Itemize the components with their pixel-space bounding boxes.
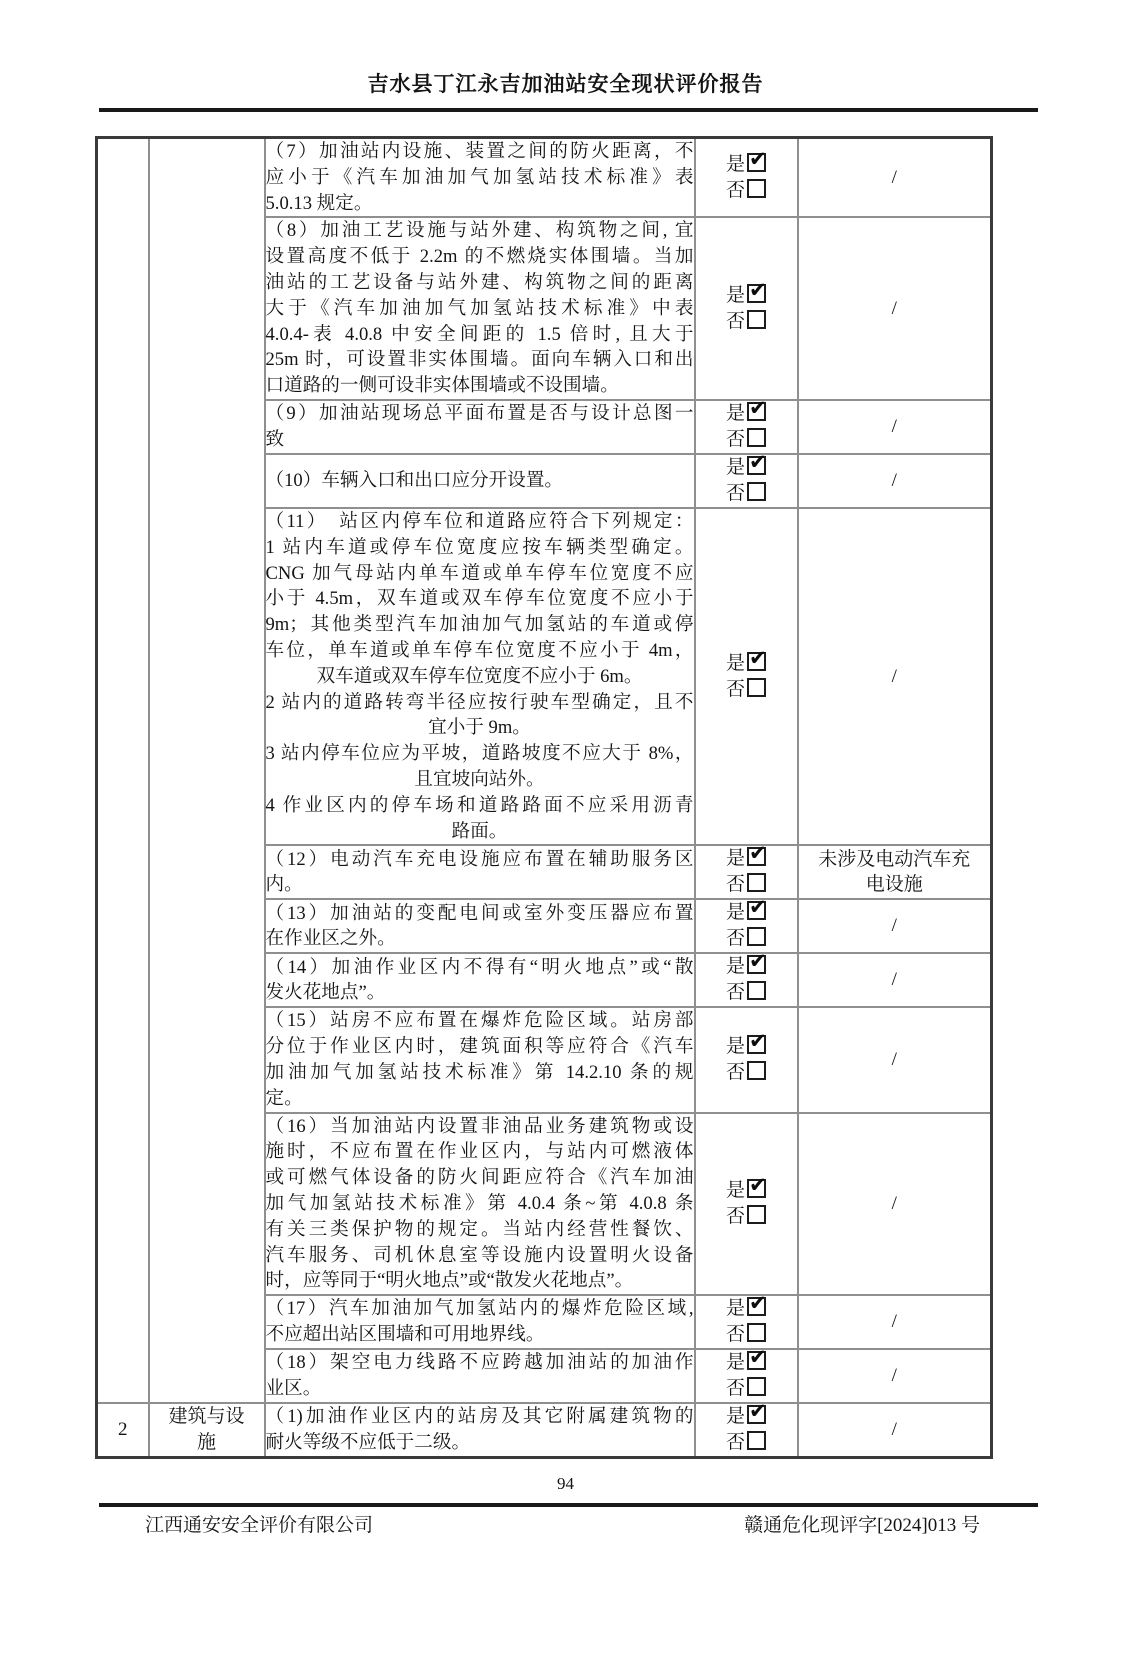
- yes-option: [696, 1034, 797, 1060]
- item-text-line: 定。: [265, 1087, 303, 1109]
- item-text-line: 且宜坡向站外。: [414, 768, 545, 790]
- yes-label: 是: [725, 1406, 745, 1428]
- no-label: 否: [725, 179, 745, 201]
- yes-no-cell: [695, 845, 798, 899]
- no-checkbox: [747, 482, 766, 501]
- yes-label: 是: [725, 848, 745, 870]
- item-text-line: （13）加油站的变配电间或室外变压器应布置: [265, 902, 694, 924]
- item-text-cell: [265, 845, 695, 899]
- item-text-line: 双车道或双车停车位宽度不应小于 6m。: [316, 665, 643, 687]
- remark-cell: [798, 217, 992, 400]
- no-label: 否: [725, 1378, 745, 1400]
- page-number: 94: [557, 1474, 574, 1494]
- yes-no-cell: [695, 217, 798, 400]
- no-checkbox: [747, 927, 766, 946]
- no-option: [696, 1376, 797, 1402]
- no-label: 否: [725, 982, 745, 1004]
- remark-line: /: [891, 416, 897, 438]
- item-text-line: 发火花地点”。: [265, 982, 386, 1004]
- item-text-line: CNG 加气母站内单车道或单车停车位宽度不应: [265, 562, 694, 584]
- remark-line: /: [891, 969, 897, 991]
- item-text-line: 大于《汽车加油加气加氢站技术标准》中表: [265, 297, 694, 319]
- footer-company: 江西通安安全评价有限公司: [145, 1515, 374, 1537]
- no-checkbox: [747, 981, 766, 1000]
- category-label: 建筑与设施: [168, 1406, 245, 1454]
- footer-doc-number: 赣通危化现评字[2024]013 号: [744, 1515, 980, 1537]
- yes-label: 是: [725, 652, 745, 674]
- item-text-cell: [265, 953, 695, 1007]
- item-text-line: 耐火等级不应低于二级。: [265, 1432, 471, 1454]
- no-checkbox: [747, 1377, 766, 1396]
- item-text-cell: [265, 454, 695, 508]
- yes-label: 是: [725, 902, 745, 924]
- no-checkbox: [747, 1061, 766, 1080]
- no-option: [696, 872, 797, 898]
- remark-line: 电设施: [865, 874, 923, 896]
- remark-line: /: [891, 915, 897, 937]
- remark-line: /: [891, 1365, 897, 1387]
- table-body: [97, 138, 992, 1458]
- yes-label: 是: [725, 1352, 745, 1374]
- item-text-line: 油站的工艺设备与站外建、构筑物之间的距离: [265, 271, 694, 293]
- yes-label: 是: [725, 1179, 745, 1201]
- remark-cell: [798, 508, 992, 845]
- yes-no-cell: [695, 454, 798, 508]
- item-text-line: （12）电动汽车充电设施应布置在辅助服务区: [265, 848, 694, 870]
- item-text-line: 宜小于 9m。: [428, 717, 531, 739]
- remark-cell: [798, 1007, 992, 1112]
- no-label: 否: [725, 1061, 745, 1083]
- item-text-cell: [265, 1349, 695, 1403]
- yes-no-cell: [695, 400, 798, 454]
- yes-checkbox-checked: [747, 1405, 766, 1424]
- item-text-line: 车位，单车道或单车停车位宽度不应小于 4m，: [265, 639, 694, 661]
- item-text-line: 小于 4.5m，双车道或双车停车位宽度不应小于: [265, 588, 694, 610]
- item-text-cell: [265, 508, 695, 845]
- no-label: 否: [725, 310, 745, 332]
- no-checkbox: [747, 678, 766, 697]
- remark-cell: [798, 1113, 992, 1296]
- yes-no-cell: [695, 953, 798, 1007]
- checklist-table: [95, 136, 993, 1459]
- item-text-line: 1 站内车道或停车位宽度应按车辆类型确定。: [265, 536, 694, 558]
- item-text-line: 在作业区之外。: [265, 928, 396, 950]
- remark-line: /: [891, 1419, 897, 1441]
- item-text-line: 有关三类保护物的规定。当站内经营性餐饮、: [265, 1218, 694, 1240]
- item-text-line: （16）当加油站内设置非油品业务建筑物或设: [265, 1115, 694, 1137]
- item-text-line: 3 站内停车位应为平坡，道路坡度不应大于 8%，: [265, 743, 694, 765]
- yes-option: [696, 651, 797, 677]
- remark-cell: [798, 953, 992, 1007]
- no-option: [696, 178, 797, 204]
- item-text-cell: [265, 400, 695, 454]
- remark-line: /: [891, 166, 897, 188]
- item-text-line: （18）架空电力线路不应跨越加油站的加油作: [265, 1352, 694, 1374]
- no-option: [696, 1322, 797, 1348]
- yes-checkbox-checked: [747, 901, 766, 920]
- yes-checkbox-checked: [747, 1035, 766, 1054]
- yes-checkbox-checked: [747, 1297, 766, 1316]
- category-cell-merged: [149, 138, 265, 1404]
- item-text-line: （11） 站区内停车位和道路应符合下列规定：: [265, 510, 694, 532]
- item-text-line: 加油加气加氢站技术标准》第 14.2.10 条的规: [265, 1061, 694, 1083]
- yes-no-cell: [695, 1113, 798, 1296]
- remark-cell: [798, 1295, 992, 1349]
- no-option: [696, 1060, 797, 1086]
- remark-line: /: [891, 297, 897, 319]
- remark-cell: [798, 1403, 992, 1458]
- item-text-cell: [265, 217, 695, 400]
- yes-option: [696, 283, 797, 309]
- serial-number-cell: 2: [97, 1403, 149, 1458]
- no-label: 否: [725, 1432, 745, 1454]
- item-text-line: 口道路的一侧可设非实体围墙或不设围墙。: [265, 375, 619, 397]
- yes-no-cell: [695, 1007, 798, 1112]
- remark-cell: [798, 1349, 992, 1403]
- yes-checkbox-checked: [747, 652, 766, 671]
- yes-checkbox-checked: [747, 847, 766, 866]
- no-checkbox: [747, 428, 766, 447]
- yes-option: [696, 455, 797, 481]
- item-text-cell: [265, 1007, 695, 1112]
- remark-line: /: [891, 665, 897, 687]
- yes-label: 是: [725, 153, 745, 175]
- item-text-cell: [265, 138, 695, 218]
- item-text-line: 分位于作业区内时，建筑面积等应符合《汽车: [265, 1036, 694, 1058]
- item-text-line: 加气加氢站技术标准》第 4.0.4 条~第 4.0.8 条: [265, 1192, 694, 1214]
- item-text-line: 4.0.4-表 4.0.8 中安全间距的 1.5 倍时, 且大于: [265, 323, 694, 345]
- no-label: 否: [725, 482, 745, 504]
- yes-no-cell: [695, 508, 798, 845]
- yes-no-cell: [695, 1295, 798, 1349]
- yes-label: 是: [725, 402, 745, 424]
- yes-label: 是: [725, 284, 745, 306]
- no-checkbox: [747, 1323, 766, 1342]
- no-label: 否: [725, 1324, 745, 1346]
- yes-checkbox-checked: [747, 1179, 766, 1198]
- no-label: 否: [725, 928, 745, 950]
- item-text-line: 路面。: [451, 820, 508, 842]
- yes-checkbox-checked: [747, 284, 766, 303]
- item-text-line: 应小于《汽车加油加气加氢站技术标准》表: [265, 166, 694, 188]
- yes-checkbox-checked: [747, 153, 766, 172]
- item-text-line: （1)加油作业区内的站房及其它附属建筑物的: [265, 1406, 694, 1428]
- no-checkbox: [747, 873, 766, 892]
- remark-line: /: [891, 1192, 897, 1214]
- no-checkbox: [747, 1205, 766, 1224]
- item-text-line: 业区。: [265, 1378, 322, 1400]
- item-text-line: 内。: [265, 874, 303, 896]
- yes-option: [696, 152, 797, 178]
- yes-option: [696, 1350, 797, 1376]
- yes-label: 是: [725, 1035, 745, 1057]
- no-option: [696, 1430, 797, 1456]
- yes-option: [696, 846, 797, 872]
- yes-label: 是: [725, 956, 745, 978]
- no-option: [696, 980, 797, 1006]
- item-text-line: 施时，不应布置在作业区内，与站内可燃液体: [265, 1141, 694, 1163]
- footer-rule: [99, 1503, 1038, 1507]
- item-text-line: （17）汽车加油加气加氢站内的爆炸危险区域,: [265, 1298, 694, 1320]
- yes-option: [696, 1296, 797, 1322]
- item-text-line: （15）站房不应布置在爆炸危险区域。站房部: [265, 1010, 694, 1032]
- item-text-line: （9）加油站现场总平面布置是否与设计总图一: [265, 403, 694, 425]
- remark-line: /: [891, 470, 897, 492]
- no-option: [696, 481, 797, 507]
- item-text-line: 时，应等同于“明火地点”或“散发火花地点”。: [265, 1270, 634, 1292]
- no-checkbox: [747, 179, 766, 198]
- remark-line: 未涉及电动汽车充: [818, 848, 971, 870]
- yes-checkbox-checked: [747, 955, 766, 974]
- yes-no-cell: [695, 138, 798, 218]
- remark-cell: [798, 845, 992, 899]
- item-text-cell: [265, 1295, 695, 1349]
- item-text-line: （7）加油站内设施、装置之间的防火距离，不: [265, 141, 694, 162]
- item-text-line: 4 作业区内的停车场和道路路面不应采用沥青: [265, 794, 694, 816]
- item-text-line: 设置高度不低于 2.2m 的不燃烧实体围墙。当加: [265, 246, 694, 268]
- header-rule: [99, 108, 1038, 112]
- item-text-line: 25m 时，可设置非实体围墙。面向车辆入口和出: [265, 349, 694, 371]
- page-title: 吉水县丁江永吉加油站安全现状评价报告: [367, 72, 764, 96]
- item-text-line: （8）加油工艺设施与站外建、构筑物之间, 宜: [265, 220, 694, 242]
- serial-number-cell-merged: [97, 138, 149, 1404]
- yes-no-cell: [695, 1403, 798, 1458]
- item-text-line: 或可燃气体设备的防火间距应符合《汽车加油: [265, 1167, 694, 1189]
- no-option: [696, 427, 797, 453]
- item-text-cell: [265, 899, 695, 953]
- no-checkbox: [747, 1431, 766, 1450]
- category-cell: [149, 1403, 265, 1458]
- remark-cell: [798, 138, 992, 218]
- remark-line: /: [891, 1049, 897, 1071]
- remark-cell: [798, 454, 992, 508]
- item-text-line: 不应超出站区围墙和可用地界线。: [265, 1324, 545, 1346]
- no-label: 否: [725, 428, 745, 450]
- remark-cell: [798, 899, 992, 953]
- table-row: [97, 138, 992, 218]
- item-text-line: 致: [265, 428, 285, 450]
- footer-row: [99, 1513, 1038, 1539]
- item-text-line: 汽车服务、司机休息室等设施内设置明火设备: [265, 1244, 694, 1266]
- no-checkbox: [747, 310, 766, 329]
- table-row: [97, 1403, 992, 1458]
- yes-checkbox-checked: [747, 402, 766, 421]
- no-label: 否: [725, 874, 745, 896]
- no-option: [696, 1204, 797, 1230]
- no-option: [696, 677, 797, 703]
- yes-no-cell: [695, 899, 798, 953]
- item-text-line: 5.0.13 规定。: [265, 192, 373, 214]
- report-page: [0, 68, 1131, 1668]
- yes-option: [696, 900, 797, 926]
- yes-option: [696, 1178, 797, 1204]
- remark-cell: [798, 400, 992, 454]
- item-text-cell: [265, 1113, 695, 1296]
- item-text-line: 9m；其他类型汽车加油加气加氢站的车道或停: [265, 614, 694, 636]
- yes-no-cell: [695, 1349, 798, 1403]
- yes-option: [696, 401, 797, 427]
- item-text-line: （14）加油作业区内不得有“明火地点”或“散: [265, 956, 694, 978]
- no-option: [696, 926, 797, 952]
- yes-checkbox-checked: [747, 456, 766, 475]
- item-text-line: 2 站内的道路转弯半径应按行驶车型确定，且不: [265, 691, 694, 713]
- yes-label: 是: [725, 456, 745, 478]
- yes-checkbox-checked: [747, 1351, 766, 1370]
- yes-label: 是: [725, 1298, 745, 1320]
- item-text-cell: [265, 1403, 695, 1458]
- item-text-line: （10）车辆入口和出口应分开设置。: [265, 470, 564, 492]
- no-label: 否: [725, 678, 745, 700]
- no-option: [696, 309, 797, 335]
- no-label: 否: [725, 1205, 745, 1227]
- yes-option: [696, 1404, 797, 1430]
- yes-option: [696, 954, 797, 980]
- remark-line: /: [891, 1311, 897, 1333]
